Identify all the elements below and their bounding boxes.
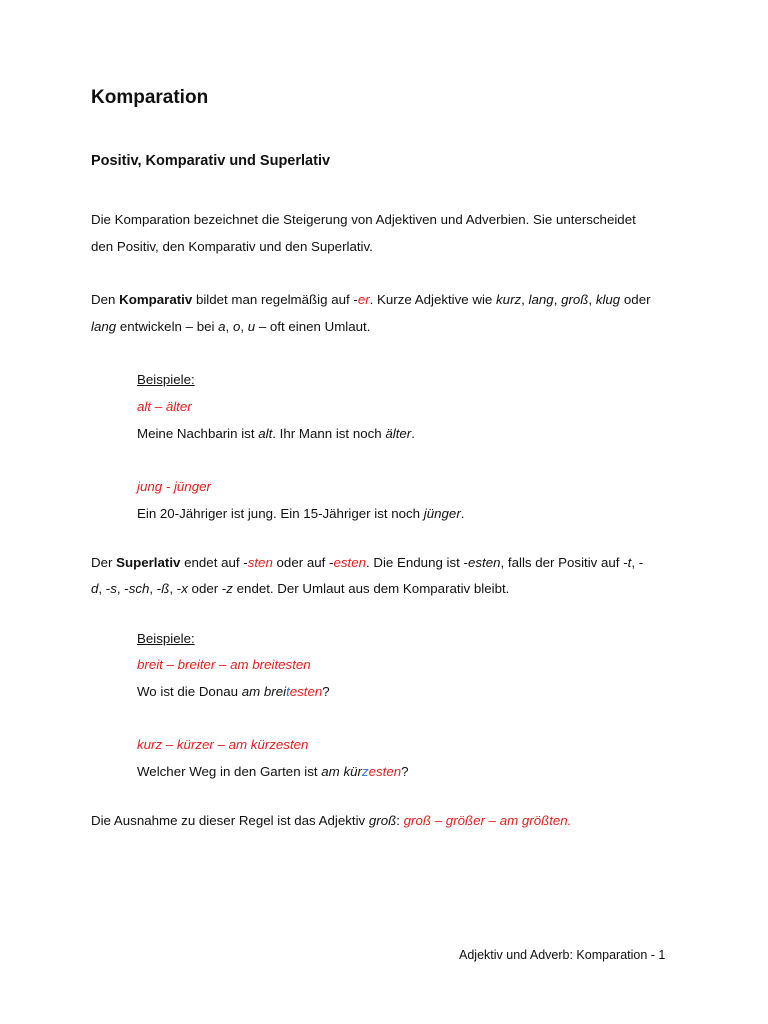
- text-run: esten: [333, 555, 366, 570]
- text-run: Komparativ: [119, 292, 193, 307]
- text-run: . Ihr Mann ist noch: [272, 426, 386, 441]
- text-run: , falls der Positiv auf -: [500, 555, 628, 570]
- text-run: z: [226, 581, 233, 596]
- komparativ-rule-line-2: [91, 318, 370, 336]
- page-footer: Adjektiv und Adverb: Komparation - 1: [459, 948, 666, 962]
- intro-line-2: [91, 238, 373, 256]
- text-run: , -: [116, 581, 129, 596]
- text-run: Den: [91, 292, 120, 307]
- text-run: – oft einen Umlaut.: [255, 319, 371, 334]
- text-run: Beispiele:: [137, 631, 195, 646]
- text-run: esten: [289, 684, 323, 699]
- text-run: t: [286, 684, 290, 699]
- text-run: t: [627, 555, 632, 570]
- text-run: Beispiele:: [137, 372, 195, 387]
- example-jung-sentence: [137, 505, 464, 523]
- text-run: , -: [149, 581, 162, 596]
- text-run: esten: [467, 555, 501, 570]
- text-run: Superlativ: [116, 555, 181, 570]
- text-run: am kür: [321, 764, 362, 779]
- text-run: jünger: [423, 506, 461, 521]
- text-run: x: [181, 581, 188, 596]
- text-run: lang: [91, 319, 117, 334]
- text-run: d: [91, 581, 99, 596]
- example-alt-forms: [137, 398, 192, 416]
- example-breit-forms: [137, 656, 311, 674]
- text-run: jung - jünger: [137, 479, 211, 494]
- exception-line: [91, 812, 571, 830]
- komparativ-rule-line-1: [91, 291, 651, 309]
- text-run: , -: [98, 581, 111, 596]
- text-run: ,: [225, 319, 233, 334]
- superlativ-rule-line-2: [91, 580, 509, 598]
- example-alt-sentence: [137, 425, 415, 443]
- text-run: lang: [528, 292, 554, 307]
- examples-heading-komparativ: [137, 371, 195, 389]
- text-run: oder -: [187, 581, 227, 596]
- text-run: den Positiv, den Komparativ und den Superlativ.: [91, 239, 373, 254]
- text-run: a: [218, 319, 226, 334]
- text-run: .: [411, 426, 415, 441]
- text-run: er: [357, 292, 370, 307]
- superlativ-rule-line-1: [91, 554, 643, 572]
- text-run: groß – größer – am größten.: [403, 813, 572, 828]
- text-run: . Die Endung ist -: [365, 555, 468, 570]
- example-jung-forms: [137, 478, 211, 496]
- page-title: Komparation: [91, 87, 209, 108]
- example-kurz-sentence: [137, 763, 409, 781]
- example-kurz-forms: [137, 736, 308, 754]
- text-run: sch: [128, 581, 150, 596]
- text-run: endet. Der Umlaut aus dem Komparativ bleibt.: [232, 581, 510, 596]
- text-run: oder auf -: [272, 555, 334, 570]
- text-run: .: [460, 506, 465, 521]
- text-run: am brei: [241, 684, 287, 699]
- text-run: Ein 20-Jähriger ist jung. Ein 15-Jähriger ist noch: [137, 506, 424, 521]
- text-run: ,: [240, 319, 248, 334]
- text-run: Die Komparation bezeichnet die Steigerung von Adjektiven und Adverbien. Sie unterscheidet: [91, 212, 636, 227]
- text-run: esten: [368, 764, 402, 779]
- text-run: Die Ausnahme zu dieser Regel ist das Adjektiv: [91, 813, 369, 828]
- text-run: groß: [561, 292, 589, 307]
- text-run: , -: [169, 581, 182, 596]
- text-run: älter: [385, 426, 412, 441]
- text-run: . Kurze Adjektive wie: [369, 292, 497, 307]
- text-run: z: [361, 764, 369, 779]
- text-run: Der: [91, 555, 117, 570]
- text-run: ß: [161, 581, 170, 596]
- text-run: Meine Nachbarin ist: [137, 426, 259, 441]
- text-run: alt: [258, 426, 273, 441]
- examples-heading-superlativ: [137, 630, 195, 648]
- text-run: , -: [631, 555, 644, 570]
- text-run: ?: [322, 684, 330, 699]
- example-breit-sentence: [137, 683, 330, 701]
- text-run: endet auf -: [180, 555, 248, 570]
- text-run: u: [247, 319, 256, 334]
- text-run: sten: [247, 555, 273, 570]
- text-run: Welcher Weg in den Garten ist: [137, 764, 322, 779]
- text-run: ?: [401, 764, 409, 779]
- text-run: ,: [588, 292, 596, 307]
- text-run: oder: [620, 292, 651, 307]
- text-run: groß: [368, 813, 397, 828]
- text-run: ,: [521, 292, 529, 307]
- text-run: kurz – kürzer – am kürzesten: [137, 737, 309, 752]
- text-run: ,: [553, 292, 562, 307]
- intro-line-1: [91, 211, 636, 229]
- text-run: o: [232, 319, 241, 334]
- text-run: kurz: [496, 292, 522, 307]
- text-run: breit – breiter – am breitesten: [137, 657, 311, 672]
- text-run: alt – älter: [137, 399, 192, 414]
- text-run: klug: [595, 292, 621, 307]
- text-run: Wo ist die Donau: [137, 684, 242, 699]
- text-run: bildet man regelmäßig auf -: [192, 292, 358, 307]
- section-heading: Positiv, Komparativ und Superlativ: [91, 153, 331, 169]
- text-run: s: [110, 581, 117, 596]
- text-run: :: [396, 813, 404, 828]
- text-run: entwickeln – bei: [116, 319, 219, 334]
